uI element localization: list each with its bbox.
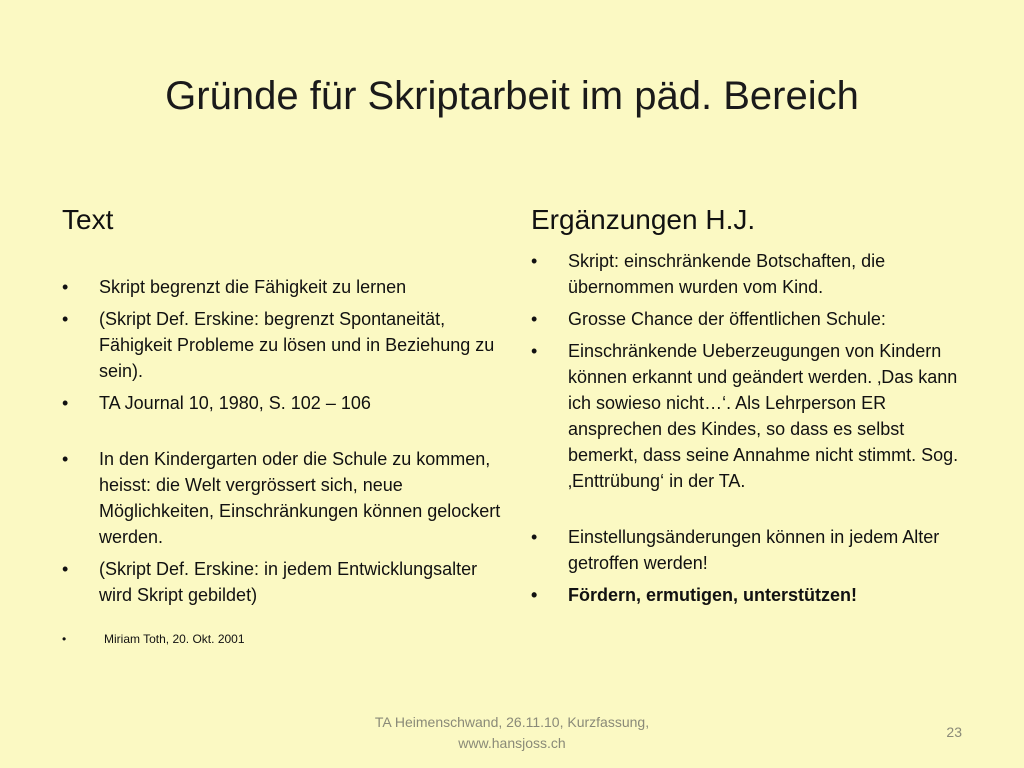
- bullet-icon: •: [62, 632, 67, 646]
- bullet-icon: •: [531, 251, 538, 271]
- list-item-text: Einstellungsänderungen können in jedem Alter getroffen werden!: [568, 527, 940, 573]
- bullet-icon: •: [531, 585, 538, 605]
- footer-line-2: www.hansjoss.ch: [458, 735, 566, 751]
- bullet-icon: •: [531, 341, 538, 361]
- list-item-text: Skript: einschränkende Botschaften, die übernommen wurden vom Kind.: [568, 251, 886, 297]
- list-item-text: Grosse Chance der öffentlichen Schule:: [568, 309, 886, 329]
- page-number: 23: [946, 724, 962, 740]
- list-item: [62, 446, 502, 550]
- list-item-text: Skript begrenzt die Fähigkeit zu lernen: [99, 277, 407, 297]
- bullet-icon: •: [62, 393, 69, 413]
- bullet-icon: •: [62, 277, 69, 297]
- list-item: [62, 390, 502, 416]
- list-item: [531, 306, 971, 332]
- list-item-text: TA Journal 10, 1980, S. 102 – 106: [99, 393, 371, 413]
- source-citation: [62, 630, 502, 648]
- slide-footer: [312, 712, 712, 754]
- right-column-heading: Ergänzungen H.J.: [531, 204, 756, 235]
- left-bullet-list: [62, 274, 502, 648]
- left-column: [62, 200, 502, 654]
- bullet-icon: •: [62, 559, 69, 579]
- right-column: [531, 200, 971, 614]
- list-item: [62, 306, 502, 384]
- slide-title: Gründe für Skriptarbeit im päd. Bereich: [165, 74, 859, 118]
- bullet-icon: •: [531, 309, 538, 329]
- footer-line-1: TA Heimenschwand, 26.11.10, Kurzfassung,: [374, 714, 650, 730]
- list-item: [531, 582, 971, 608]
- bullet-icon: •: [62, 309, 69, 329]
- list-item: [62, 274, 502, 300]
- list-item: [531, 524, 971, 576]
- list-item-text: (Skript Def. Erskine: in jedem Entwicklungsalter wird Skript gebildet): [99, 559, 478, 605]
- list-item: [62, 556, 502, 608]
- list-item-text: In den Kindergarten oder die Schule zu kommen, heisst: die Welt vergrössert sich, neue Möglichkeiten, Einschränkungen können gelockert werden.: [99, 449, 501, 547]
- list-item-text: Einschränkende Ueberzeugungen von Kindern können erkannt und geändert werden. ‚Das kann ich sowieso nicht…‘. Als Lehrperson ER ansprechen des Kindes, so dass es selbst bemerkt, dass seine Annahme nicht stimmt. Sog. ‚Enttrübung‘ in der TA.: [568, 341, 959, 491]
- bullet-icon: •: [531, 527, 538, 547]
- list-item: [531, 248, 971, 300]
- bullet-icon: •: [62, 449, 69, 469]
- list-item: [531, 338, 971, 494]
- right-bullet-list: [531, 248, 971, 608]
- list-item-text: Miriam Toth, 20. Okt. 2001: [104, 632, 245, 646]
- list-item-text: Fördern, ermutigen, unterstützen!: [568, 585, 858, 605]
- left-column-heading: Text: [62, 204, 114, 235]
- list-item-text: (Skript Def. Erskine: begrenzt Spontaneität, Fähigkeit Probleme zu lösen und in Beziehung zu sein).: [99, 309, 495, 381]
